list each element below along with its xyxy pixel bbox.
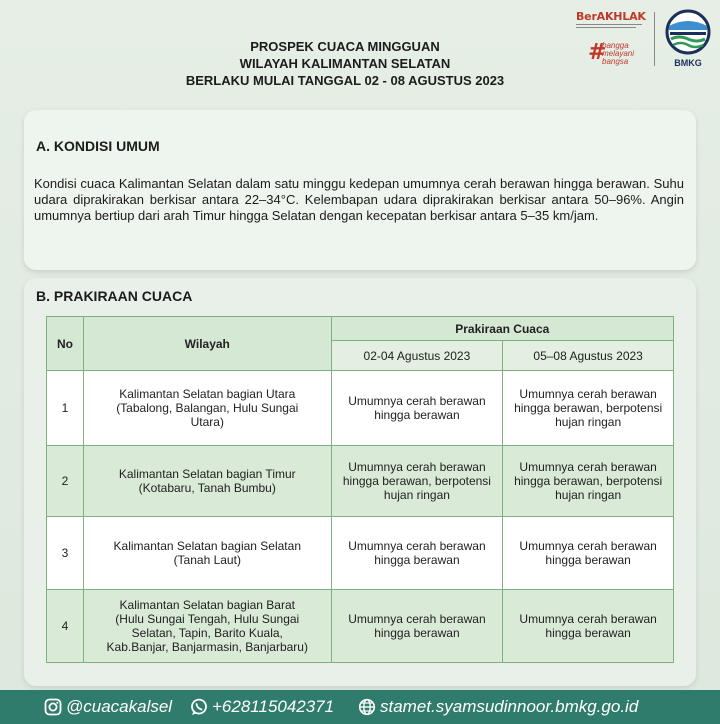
- kondisi-umum-card: [24, 110, 696, 270]
- row-no: 1: [47, 371, 84, 446]
- header-period-2: 05–08 Agustus 2023: [503, 341, 674, 371]
- header-prakiraan-cuaca: Prakiraan Cuaca: [331, 317, 673, 341]
- whatsapp-number[interactable]: +628115042371: [212, 697, 335, 716]
- instagram-icon: [44, 698, 62, 716]
- footer-instagram[interactable]: [44, 697, 172, 717]
- header: [0, 0, 720, 100]
- kondisi-umum-paragraph: Kondisi cuaca Kalimantan Selatan dalam satu minggu kedepan umumnya cerah berawan hingga berawan. Suhu udara diprakirakan berkisar antara 22–34°C. Kelembapan udara diprakirakan berkisar antara 50–96%. Angin umumnya bertiup dari arah Timur hingga Selatan dengan kecepatan berkisar antara 5–35 km/jam.: [34, 176, 684, 223]
- title-line-1: PROSPEK CUACA MINGGUAN: [250, 39, 440, 54]
- row-forecast-period-1: Umumnya cerah berawan hingga berawan: [331, 517, 503, 590]
- row-forecast-period-1: Umumnya cerah berawan hingga berawan: [331, 371, 503, 446]
- row-no: 2: [47, 446, 84, 517]
- kondisi-umum-heading: A. KONDISI UMUM: [36, 138, 160, 154]
- header-period-1: 02-04 Agustus 2023: [331, 341, 503, 371]
- title-line-2: WILAYAH KALIMANTAN SELATAN: [239, 56, 451, 71]
- row-forecast-period-2: Umumnya cerah berawan hingga berawan: [503, 517, 674, 590]
- bangga-melayani-bangsa-text: bangga melayani bangsa: [602, 41, 635, 66]
- header-no: No: [47, 317, 84, 371]
- berakhlak-logo: [576, 10, 648, 68]
- hashtag-icon: #: [588, 40, 607, 65]
- footer-whatsapp[interactable]: [190, 697, 334, 717]
- footer-website[interactable]: [358, 697, 638, 717]
- row-forecast-period-1: Umumnya cerah berawan hingga berawan, berpotensi hujan ringan: [331, 446, 503, 517]
- prakiraan-cuaca-card: [24, 278, 696, 686]
- globe-icon: [358, 698, 376, 716]
- row-wilayah: Kalimantan Selatan bagian Barat (Hulu Sungai Tengah, Hulu Sungai Selatan, Tapin, Barito Kuala, Kab.Banjar, Banjarmasin, Banjarbaru): [83, 590, 331, 663]
- header-wilayah: Wilayah: [83, 317, 331, 371]
- row-forecast-period-2: Umumnya cerah berawan hingga berawan, berpotensi hujan ringan: [503, 371, 674, 446]
- row-wilayah: Kalimantan Selatan bagian Utara (Tabalong, Balangan, Hulu Sungai Utara): [83, 371, 331, 446]
- forecast-table: [46, 316, 674, 663]
- prakiraan-cuaca-heading: B. PRAKIRAAN CUACA: [36, 288, 193, 304]
- logo-group: [576, 8, 714, 70]
- table-row: [47, 446, 674, 517]
- row-forecast-period-2: Umumnya cerah berawan hingga berawan, berpotensi hujan ringan: [503, 446, 674, 517]
- berakhlak-logo-text: BerAKHLAK: [576, 10, 646, 23]
- page-title-block: [150, 38, 540, 89]
- bmkg-logo-text: BMKG: [674, 58, 702, 68]
- table-row: [47, 371, 674, 446]
- bangga-melayani-bangsa-logo: [588, 40, 648, 70]
- row-forecast-period-2: Umumnya cerah berawan hingga berawan: [503, 590, 674, 663]
- title-line-3: BERLAKU MULAI TANGGAL 02 - 08 AGUSTUS 2023: [185, 73, 505, 88]
- row-wilayah: Kalimantan Selatan bagian Selatan (Tanah Laut): [83, 517, 331, 590]
- bmkg-emblem-icon: [662, 8, 714, 58]
- instagram-handle[interactable]: @cuacakalsel: [66, 697, 173, 716]
- whatsapp-icon: [190, 698, 208, 716]
- table-row: [47, 590, 674, 663]
- table-row: [47, 517, 674, 590]
- row-forecast-period-1: Umumnya cerah berawan hingga berawan: [331, 590, 503, 663]
- row-no: 3: [47, 517, 84, 590]
- footer-bar: [0, 690, 720, 724]
- table-header-row: [47, 317, 674, 341]
- logo-divider: [654, 12, 655, 66]
- bmkg-logo: [662, 8, 714, 70]
- row-wilayah: Kalimantan Selatan bagian Timur (Kotabaru, Tanah Bumbu): [83, 446, 331, 517]
- berakhlak-tagline-lines: [576, 23, 648, 31]
- website-url[interactable]: stamet.syamsudinnoor.bmkg.go.id: [380, 697, 639, 716]
- row-no: 4: [47, 590, 84, 663]
